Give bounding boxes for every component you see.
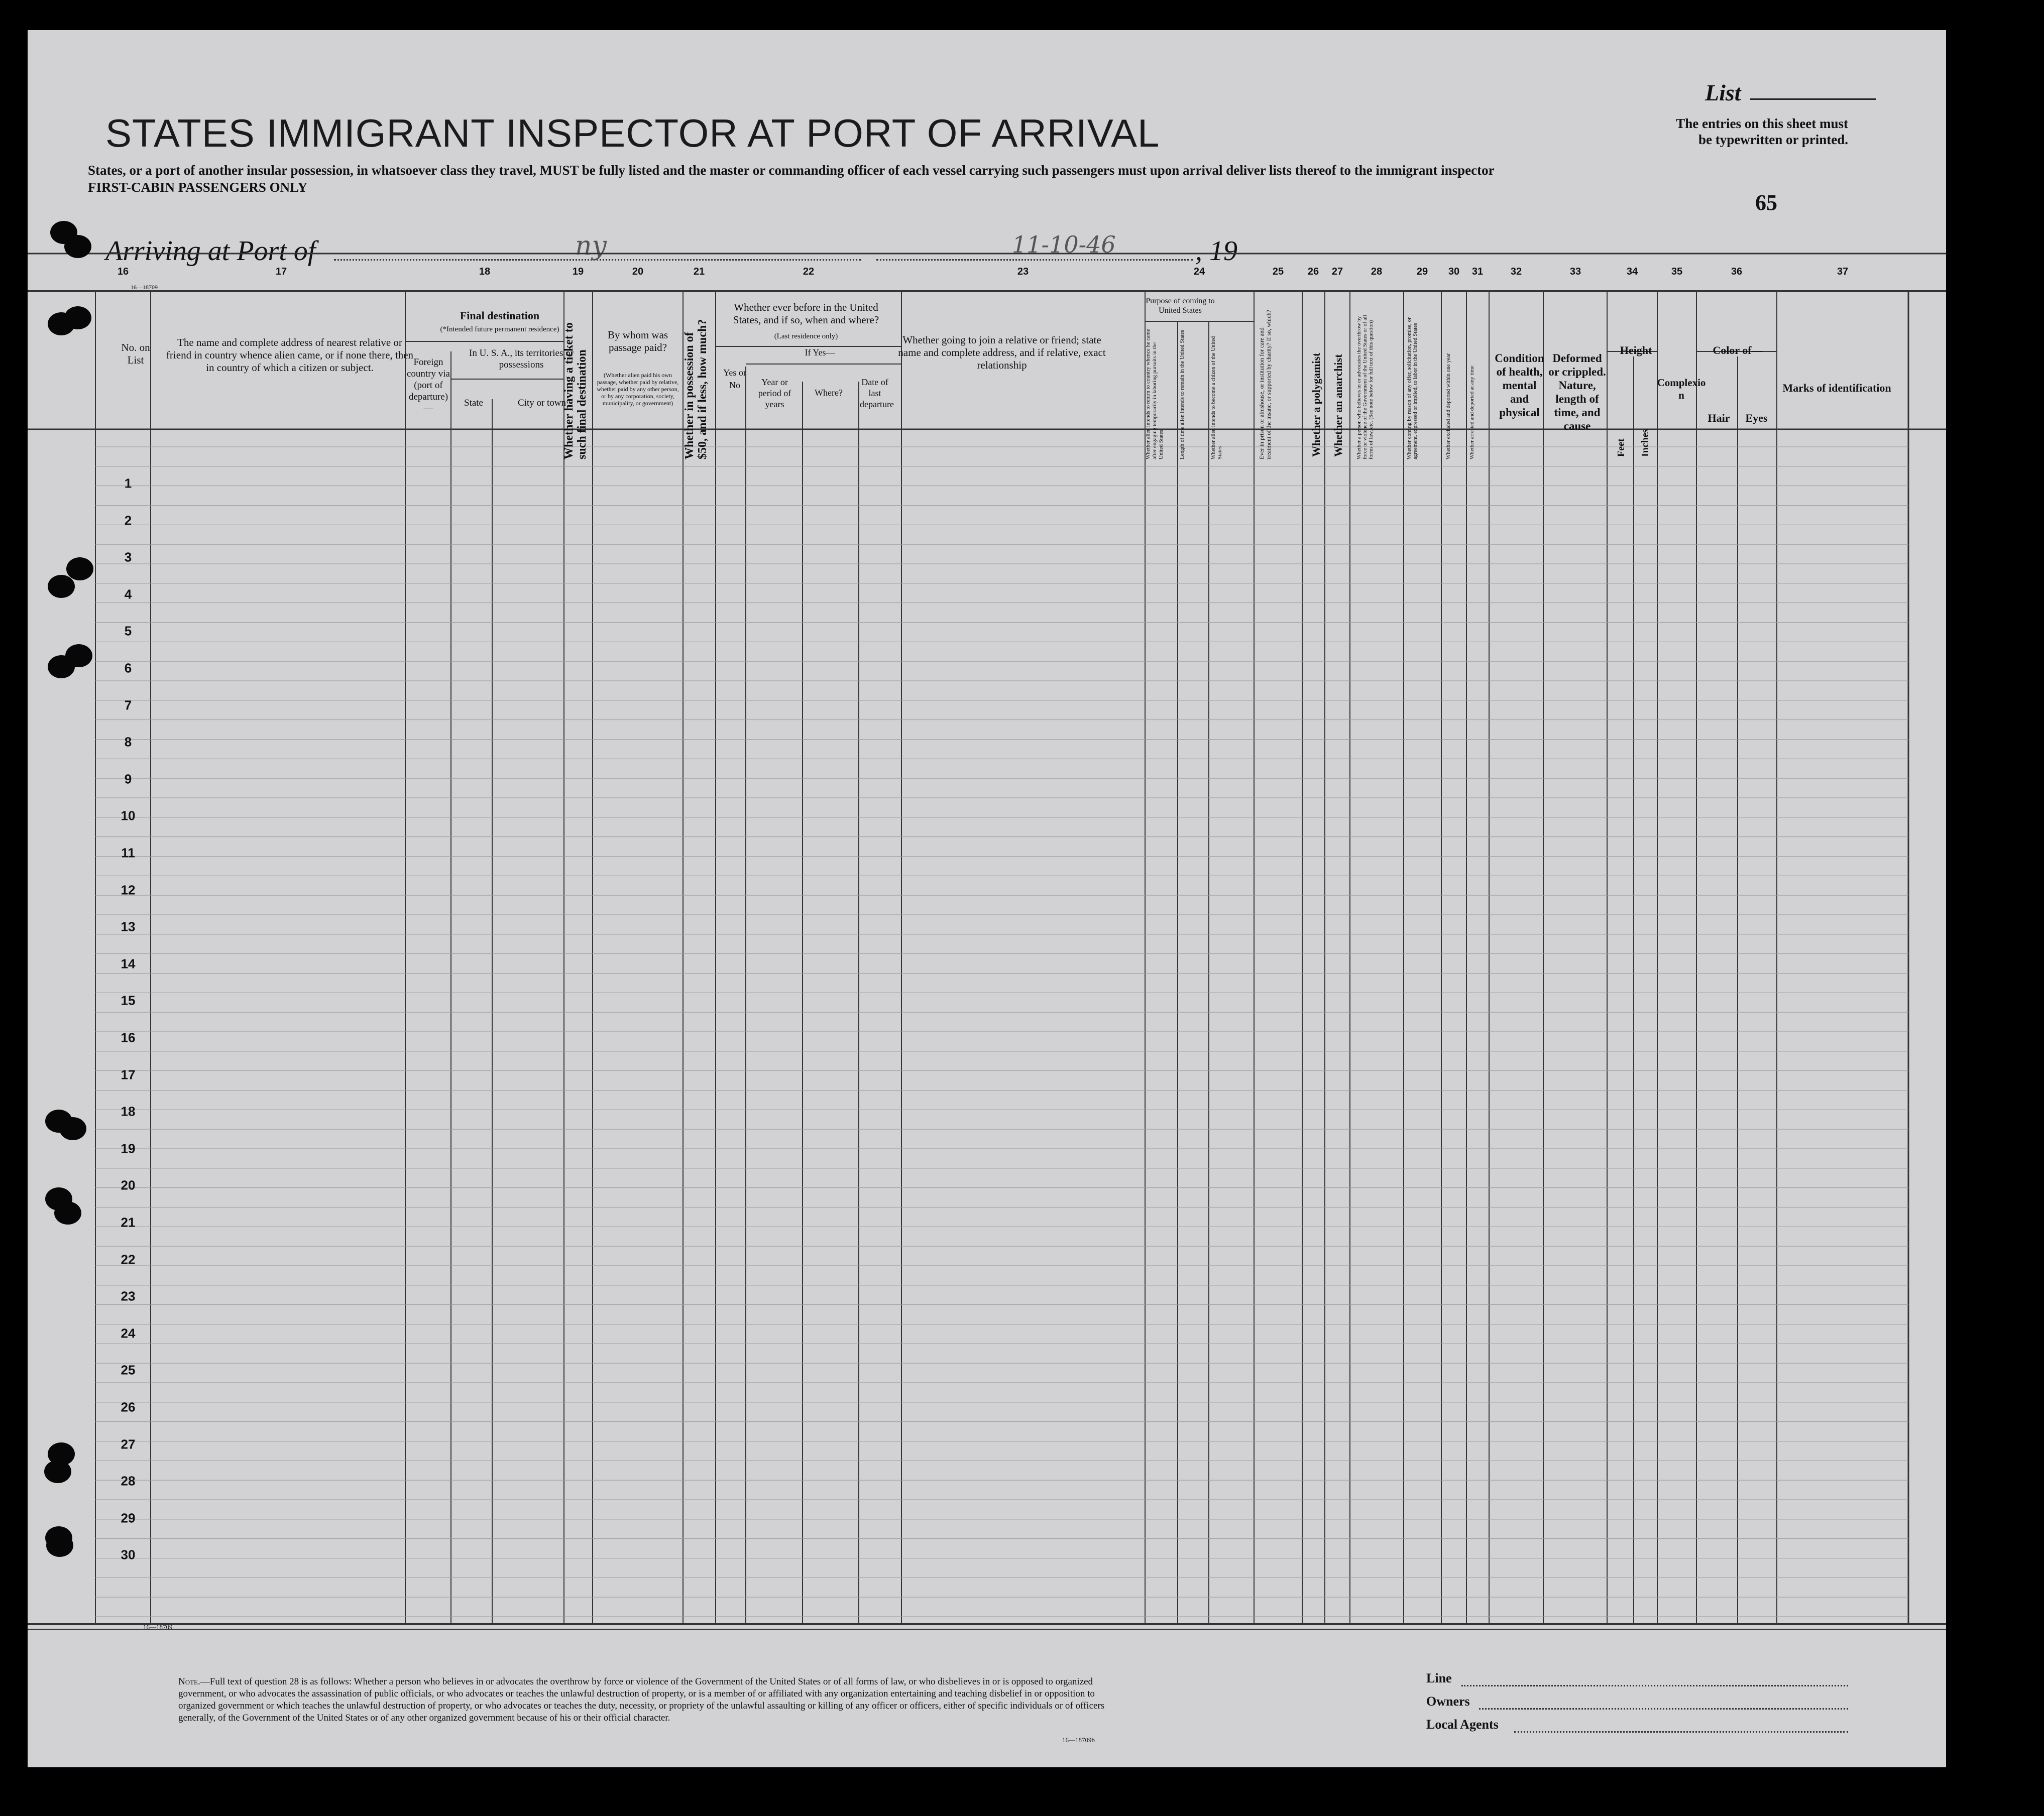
- row-number: 24: [121, 1325, 136, 1341]
- col36-eyes: Eyes: [1745, 412, 1768, 424]
- col20-subtitle: (Whether alien paid his own passage, whether paid by relative, whether paid by any other person, or by any corporation, society, municipality, or government): [597, 372, 679, 407]
- column-number: 16: [117, 266, 129, 277]
- col26-header: Whether a polygamist: [1310, 352, 1322, 457]
- column-number: 30: [1448, 266, 1460, 277]
- arriving-label: Arriving at Port of: [105, 235, 316, 267]
- row-number: 14: [121, 956, 136, 972]
- row-number: 4: [124, 586, 132, 602]
- agents-label: Local Agents: [1426, 1717, 1499, 1732]
- note-text: —Full text of question 28 is as follows: Whether a person who believes in or advocates the overthrow by force or violence of the Government of the United States or of all forms of law, or who disbelieves in or is opposed to organized government, or who advocates the assassination of public officials, or who advocates or teaches the unlawful destruction of property, or is a member of or affiliated with any organization entertaining and teaching disbelief in or opposition to organized government or which teaches the unlawful destruction of property, or who advocates or teaches the duty, necessity, or propriety of the unlawful assaulting or killing of any officer or officers, either of specific individuals or of officers generally, of the Government of the United States or of any other organized government because of his or their official character.: [178, 1676, 1105, 1723]
- row-number: 20: [121, 1177, 136, 1193]
- col18-foreign: Foreign country via (port of departure)—: [406, 357, 450, 414]
- col32-header: Condition of health, mental and physical: [1495, 352, 1544, 419]
- row-number: 11: [121, 845, 135, 861]
- col35-header: Complexion: [1657, 377, 1706, 401]
- column-number: 20: [632, 266, 644, 277]
- row-number: 6: [124, 660, 132, 676]
- column-number: 22: [803, 266, 815, 277]
- col36-hair: Hair: [1708, 412, 1730, 424]
- column-number: 28: [1371, 266, 1383, 277]
- col18-subtitle: (*Intended future permanent residence): [440, 325, 559, 333]
- col34-title: Height: [1620, 344, 1652, 356]
- col18-usa: In U. S. A., its territories or possessions: [469, 348, 574, 370]
- form-title: STATES IMMIGRANT INSPECTOR AT PORT OF ARRIVAL: [105, 111, 1160, 155]
- col22-subtitle: (Last residence only): [774, 332, 838, 340]
- row-number: 25: [121, 1362, 136, 1378]
- col29-header: Whether coming by reason of any offer, solicitation, promise, or agreement, expressed or implied, to labor in the United States: [1406, 317, 1418, 459]
- row-number: 23: [121, 1288, 136, 1304]
- column-number: 21: [693, 266, 705, 277]
- punch-hole: [64, 306, 91, 329]
- column-number: 35: [1671, 266, 1683, 277]
- col24-return: Whether alien intends to return to country whence he came after engaging temporarily in laboring pursuits in the United States: [1145, 329, 1164, 459]
- column-number: 31: [1471, 266, 1484, 277]
- row-number: 10: [121, 808, 136, 823]
- agents-field[interactable]: [1514, 1731, 1848, 1733]
- row-number: 13: [121, 919, 136, 934]
- col24-citizen: Whether alien intends to become a citizen of the United States: [1210, 336, 1223, 459]
- column-number: 23: [1017, 266, 1029, 277]
- row-number: 30: [121, 1547, 136, 1562]
- owners-field[interactable]: [1479, 1708, 1848, 1710]
- col22-where: Where?: [815, 388, 843, 398]
- punch-hole: [48, 575, 75, 598]
- col22-yesno: Yes or No: [723, 368, 746, 390]
- col22-date: Date of last departure: [860, 377, 894, 409]
- row-number: 19: [121, 1141, 136, 1156]
- col34-feet: Feet: [1616, 438, 1627, 457]
- row-number: 28: [121, 1473, 136, 1489]
- row-number: 22: [121, 1252, 136, 1267]
- footer-note: [178, 1676, 1132, 1724]
- col16-header: No. on List: [121, 341, 150, 366]
- column-number: 19: [572, 266, 584, 277]
- column-number: 17: [275, 266, 287, 277]
- col18-city: City or town: [517, 398, 566, 408]
- punch-hole: [64, 235, 91, 258]
- line-label: Line: [1426, 1671, 1452, 1685]
- col34-inches: Inches: [1640, 429, 1651, 457]
- col18-state: State: [464, 398, 483, 408]
- year-label: , 19: [1195, 235, 1237, 267]
- col24-length: Length of time alien intends to remain in the United States: [1179, 330, 1185, 459]
- row-number: 27: [121, 1436, 136, 1452]
- note-form-number: 16—18709b: [1062, 1736, 1095, 1744]
- col36-title: Color of—: [1713, 344, 1763, 356]
- row-number: 3: [124, 549, 132, 565]
- row-number: 17: [121, 1067, 136, 1082]
- punch-hole: [59, 1117, 86, 1140]
- col28-header: Whether a person who believes in or advocates the overthrow by force or violence of the Government of the United States or of all forms of law, etc. (See note below for full text of this question): [1356, 315, 1374, 459]
- note-lead: Note.: [178, 1676, 200, 1687]
- column-number: 33: [1569, 266, 1581, 277]
- punch-hole: [66, 557, 93, 580]
- list-label: List: [1705, 80, 1741, 105]
- col22-title: Whether ever before in the United States, and if so, when and where?: [733, 301, 879, 326]
- column-number: 24: [1193, 266, 1205, 277]
- punch-hole: [46, 1534, 73, 1557]
- column-number: 29: [1416, 266, 1428, 277]
- col21-header: Whether in possession of $50, and if less, how much?: [683, 319, 709, 459]
- row-number: 26: [121, 1399, 136, 1415]
- row-number: 29: [121, 1510, 136, 1526]
- entries-note: The entries on this sheet must be typewritten or printed.: [1676, 116, 1848, 147]
- col18-title: Final destination: [460, 309, 540, 322]
- row-number: 8: [124, 734, 132, 750]
- col31-header: Whether arrested and deported at any time: [1469, 366, 1475, 459]
- row-number: 16: [121, 1030, 136, 1045]
- column-number: 25: [1272, 266, 1284, 277]
- row-number: 5: [124, 623, 132, 639]
- row-number: 1: [124, 475, 132, 491]
- column-number: 32: [1510, 266, 1522, 277]
- row-number: 7: [124, 697, 132, 713]
- line-field[interactable]: [1461, 1685, 1848, 1686]
- form-number-top: 16—18709: [131, 284, 158, 291]
- col23-header: Whether going to join a relative or friend; state name and complete address, and if relative, exact relationship: [898, 334, 1106, 371]
- punch-hole: [48, 655, 75, 678]
- column-number: 36: [1731, 266, 1743, 277]
- col30-header: Whether excluded and deported within one year: [1445, 353, 1451, 459]
- punch-hole: [54, 1201, 81, 1225]
- col25-header: Ever in prison or almshouse, or institution for care and treatment of the insane, or supported by charity? If so, which?: [1258, 310, 1272, 459]
- col37-header: Marks of identification: [1782, 382, 1891, 394]
- passenger-class: FIRST-CABIN PASSENGERS ONLY: [88, 180, 308, 195]
- col17-header: The name and complete address of nearest relative or friend in country whence alien came, or if none there, then in country of which a citizen or subject.: [166, 336, 414, 374]
- intro-text: States, or a port of another insular possession, in whatsoever class they travel, MUST be fully listed and the master or commanding officer of each vessel carrying such passengers must upon arrival deliver lists thereof to the immigrant inspector: [88, 163, 1495, 178]
- column-number: 37: [1837, 266, 1849, 277]
- col27-header: Whether an anarchist: [1332, 354, 1344, 457]
- immigration-form-sheet: [28, 30, 1946, 1767]
- owners-label: Owners: [1426, 1694, 1470, 1709]
- page-number: 65: [1755, 190, 1777, 215]
- col19-header: Whether having a ticket to such final destination: [562, 322, 589, 459]
- column-number: 27: [1331, 266, 1343, 277]
- port-handwritten: ny: [575, 231, 607, 261]
- row-number: 12: [121, 882, 136, 898]
- col22-year: Year or period of years: [758, 377, 791, 409]
- row-number: 2: [124, 513, 132, 528]
- column-number: 26: [1307, 266, 1319, 277]
- column-number: 18: [479, 266, 491, 277]
- row-number: 18: [121, 1104, 136, 1119]
- col20-title: By whom was passage paid?: [607, 329, 668, 353]
- col24-title: Purpose of coming to United States: [1146, 297, 1215, 315]
- form-number-bottom: 16—18709: [143, 1623, 173, 1631]
- column-number: 34: [1626, 266, 1638, 277]
- punch-hole: [44, 1460, 71, 1483]
- row-number: 15: [121, 993, 136, 1008]
- col22-ifyes: If Yes—: [805, 347, 835, 357]
- row-number: 21: [121, 1215, 136, 1230]
- col33-header: Deformed or crippled. Nature, length of time, and cause: [1548, 352, 1606, 432]
- row-number: 9: [124, 771, 132, 787]
- date-handwritten: 11-10-46: [1012, 231, 1116, 258]
- form-grid: [28, 30, 1946, 1767]
